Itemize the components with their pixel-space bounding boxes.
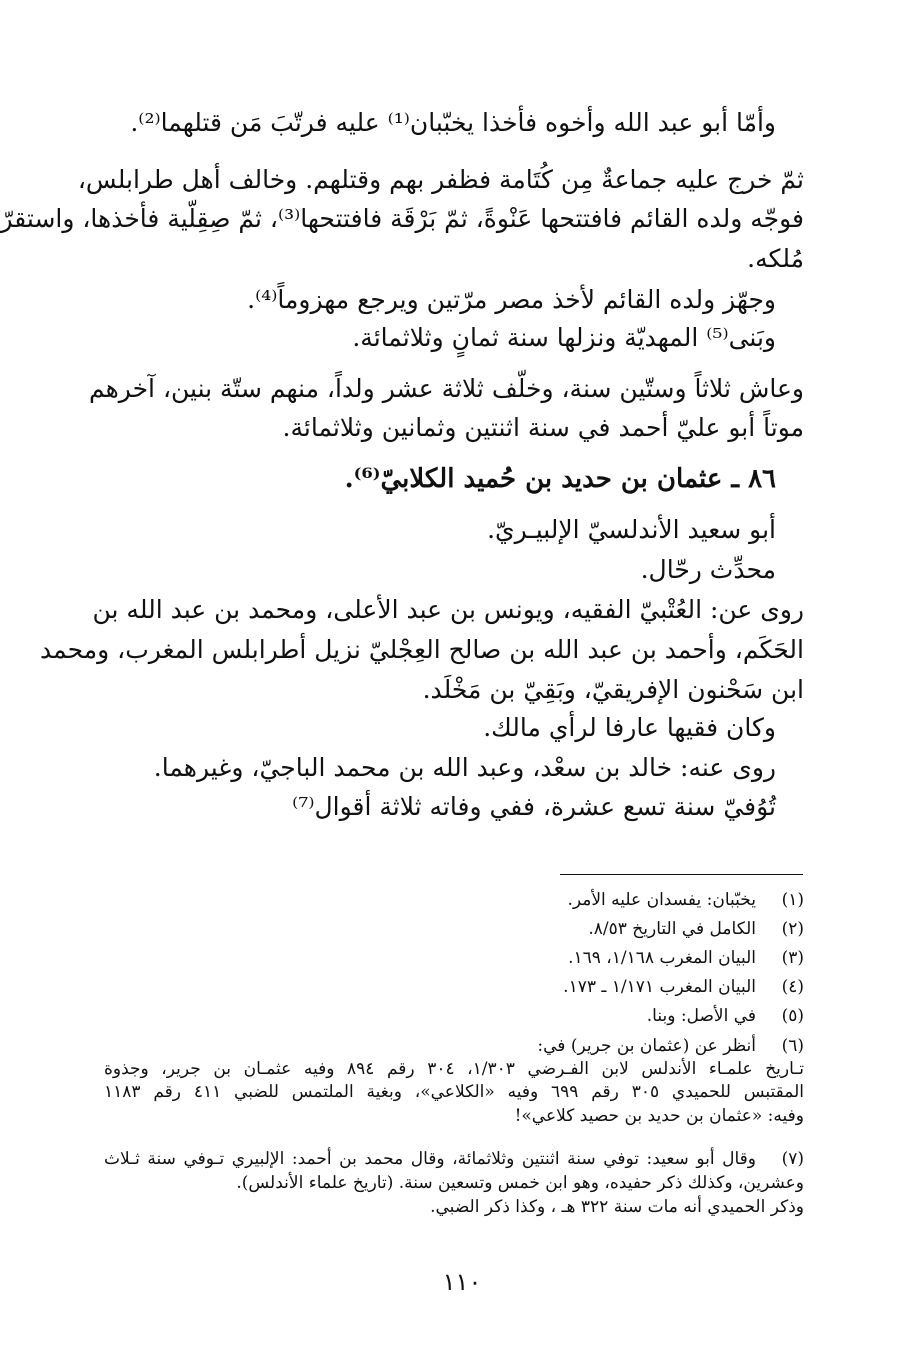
footnote-text: أنظر عن (عثمان بن جرير) في: xyxy=(537,1036,756,1056)
paragraph-line: الحَكَم، وأحمد بن عبد الله بن صالح العِجْليّ نزيل أطرابلس المغرب، ومحمد xyxy=(40,635,804,664)
paragraph-line: ابن سَحْنون الإفريقيّ، وبَقِيّ بن مَخْلَد. xyxy=(422,675,804,704)
footnote-text: يخبّبان: يفسدان عليه الأمر. xyxy=(567,890,756,910)
footnote-text: الكامل في التاريخ ٨/٥٣. xyxy=(588,919,756,939)
footnote-text: وقال أبو سعيد: توفي سنة اثنتين وثلاثمائة، وقال محمد بن أحمد: الإلبيري تـوفي سنة ثـلاث xyxy=(104,1149,756,1169)
paragraph-line: روى عنه: خالد بن سعْد، وعبد الله بن محمد الباجيّ، وغيرهما. xyxy=(153,753,776,782)
footnote-divider xyxy=(560,874,803,875)
paragraph-line: فوجّه ولده القائم فافتتحها عَنْوةً، ثمّ بَرْقَة فافتتحها⁽³⁾، ثمّ صِقِلّية فأخذها، واستقرّ xyxy=(0,204,804,233)
paragraph-line: وبَنى⁽⁵⁾ المهديّة ونزلها سنة ثمانٍ وثلاثمائة. xyxy=(352,323,776,352)
paragraph-line: موتاً أبو عليّ أحمد في سنة اثنتين وثمانين وثلاثمائة. xyxy=(282,413,804,442)
entry-heading: ٨٦ ـ عثمان بن حديد بن حُميد الكلابيّ⁽⁶⁾. xyxy=(344,464,776,494)
footnote-text: تـاريخ علمـاء الأندلس لابن الفـرضي ١/٣٠٣، ٣٠٤ رقم ٨٩٤ وفيه عثمـان بن جرير، وجذوة xyxy=(104,1059,804,1079)
page-number: ١١٠ xyxy=(442,1268,482,1296)
paragraph-line: محدِّث رحّال. xyxy=(640,555,776,584)
paragraph-line: تُوُفيّ سنة تسع عشرة، ففي وفاته ثلاثة أقوال⁽⁷⁾ xyxy=(292,792,776,821)
footnote-number: (٧) xyxy=(781,1149,804,1169)
footnote-text: وعشرين، وكذلك ذكر حفيده، وهو ابن خمس وتسعين سنة. (تاريخ علماء الأندلس). xyxy=(236,1173,804,1193)
footnote-number: (٥) xyxy=(781,1006,804,1026)
footnote-text: في الأصل: وبنا. xyxy=(646,1006,756,1026)
footnote-text: البيان المغرب ١/١٦٨، ١٦٩. xyxy=(568,948,756,968)
footnote-number: (٣) xyxy=(781,948,804,968)
paragraph-line: وعاش ثلاثاً وستّين سنة، وخلّف ثلاثة عشر ولداً، منهم ستّة بنين، آخرهم xyxy=(88,374,804,403)
paragraph-line: أبو سعيد الأندلسيّ الإلبيـريّ. xyxy=(487,515,776,544)
footnote-number: (٦) xyxy=(781,1036,804,1056)
paragraph-line: ثمّ خرج عليه جماعةٌ مِن كُتَامة فظفر بهم وقتلهم. وخالف أهل طرابلس، xyxy=(77,165,804,194)
footnote-text: وذكر الحميدي أنه مات سنة ٣٢٢ هـ ، وكذا ذكر الضبي. xyxy=(430,1197,804,1217)
footnote-text: المقتبس للحميدي ٣٠٥ رقم ٦٩٩ وفيه «الكلاعي»، وبغية الملتمس للضبي ٤١١ رقم ١١٨٣ xyxy=(104,1082,804,1102)
paragraph-line: وأمّا أبو عبد الله وأخوه فأخذا يخبّبان⁽¹⁾ عليه فرتّبَ مَن قتلهما⁽²⁾. xyxy=(130,108,776,137)
paragraph-line: روى عن: العُتْبيّ الفقيه، ويونس بن عبد الأعلى، ومحمد بن عبد الله بن xyxy=(92,595,804,624)
footnote-number: (٢) xyxy=(781,919,804,939)
footnote-number: (١) xyxy=(781,890,804,910)
footnote-text: وفيه: «عثمان بن حديد بن حصيد كلاعي»! xyxy=(514,1106,804,1126)
paragraph-line: مُلكه. xyxy=(747,244,804,273)
footnote-number: (٤) xyxy=(781,977,804,997)
footnote-text: البيان المغرب ١/١٧١ ـ ١٧٣. xyxy=(563,977,756,997)
paragraph-line: وجهّز ولده القائم لأخذ مصر مرّتين ويرجع مهزوماً⁽⁴⁾. xyxy=(247,285,776,314)
paragraph-line: وكان فقيها عارفا لرأي مالك. xyxy=(483,713,776,742)
